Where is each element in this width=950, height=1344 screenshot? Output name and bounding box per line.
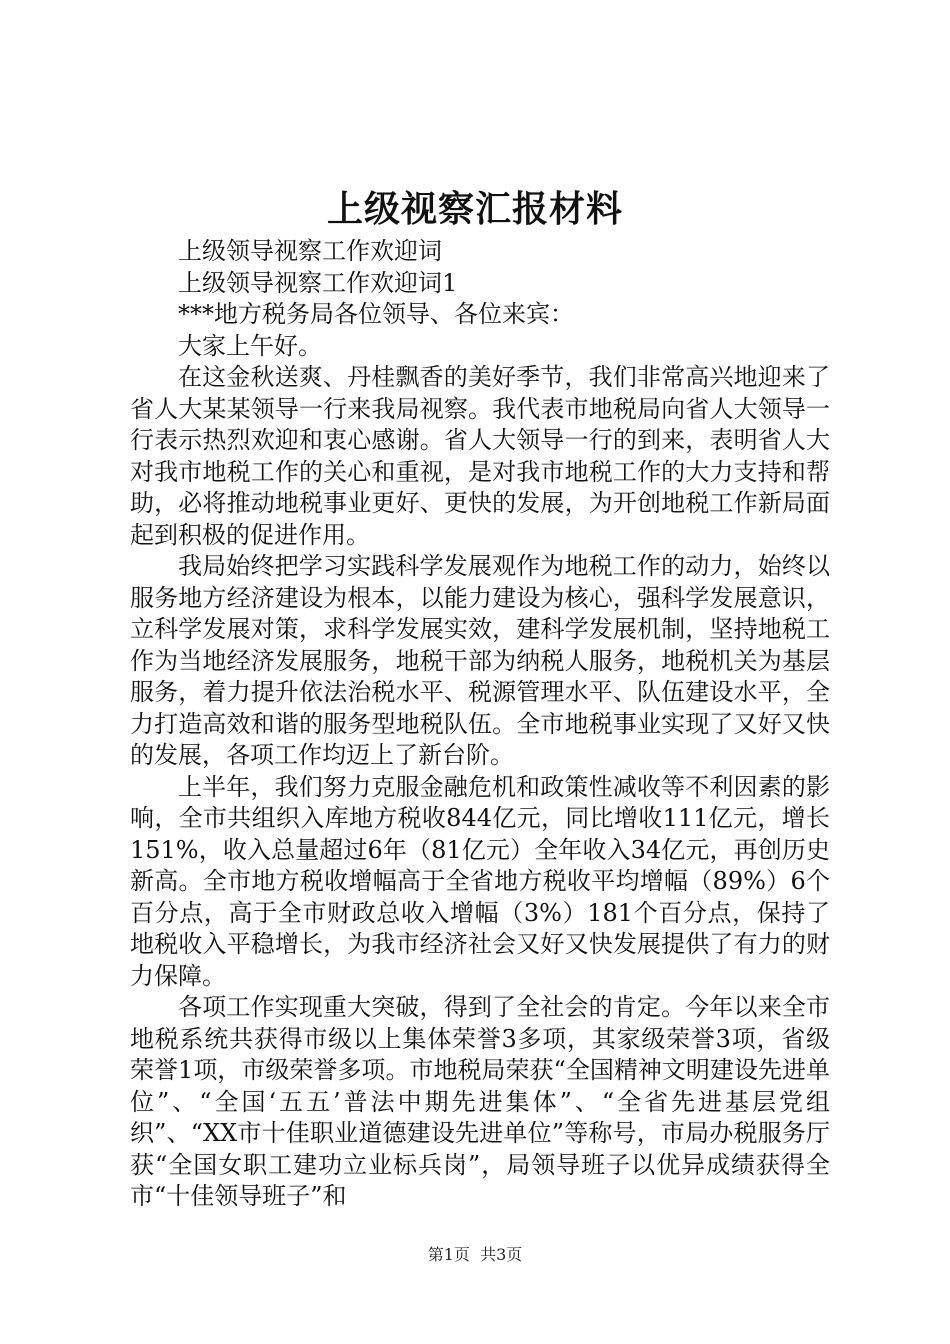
paragraph-greeting: 大家上午好。 [178,331,322,360]
document-body [130,236,830,1213]
paragraph-salutation: ***地方税务局各位领导、各位来宾： [178,300,574,328]
paragraph-honors: 各项工作实现重大突破，得到了全社会的肯定。今年以来全市地税系统共获得市级以上集体荣誉3多项，其家级荣誉3项，省级荣誉1项，市级荣誉多项。市地税局荣获“全国精神文明建设先进单位”、“全国‘五五’普法中期先进集体”、“全省先进基层党组织”、“XX市十佳职业道德建设先进单位”等称号，市局办税服务厅获“全国女职工建功立业标兵岗”，局领导班子以优异成绩获得全市“十佳领导班子”和 [130,993,830,1210]
paragraph-heading-1: 上级领导视察工作欢迎词 [178,237,442,265]
paragraph-welcome: 在这金秋送爽、丹桂飘香的美好季节，我们非常高兴地迎来了省人大某某领导一行来我局视察。我代表市地税局向省人大领导一行表示热烈欢迎和衷心感谢。省人大领导一行的到来，表明省人大对我市地税工作的关心和重视，是对我市地税工作的大力支持和帮助，必将推动地税事业更好、更快的发展，为开创地税工作新局面起到积极的促进作用。 [130,363,830,549]
paragraph-revenue: 上半年，我们努力克服金融危机和政策性减收等不利因素的影响，全市共组织入库地方税收844亿元，同比增收111亿元，增长151%，收入总量超过6年（81亿元）全年收入34亿元，再创历史新高。全市地方税收增幅高于全省地方税收平均增幅（89%）6个百分点，高于全市财政总收入增幅（3%）181个百分点，保持了地税收入平稳增长，为我市经济社会又好又快发展提供了有力的财力保障。 [130,772,830,990]
page-footer: 第1页 共3页 [427,1245,523,1264]
document-title: 上级视察汇报材料 [326,188,623,230]
paragraph-development: 我局始终把学习实践科学发展观作为地税工作的动力，始终以服务地方经济建设为根本，以能力建设为核心，强科学发展意识，立科学发展对策，求科学发展实效，建科学发展机制，坚持地税工作为当地经济发展服务，地税干部为纳税人服务，地税机关为基层服务，着力提升依法治税水平、税源管理水平、队伍建设水平，全力打造高效和谐的服务型地税队伍。全市地税事业实现了又好又快的发展，各项工作均迈上了新台阶。 [130,552,830,769]
paragraph-heading-2: 上级领导视察工作欢迎词1 [178,268,458,297]
